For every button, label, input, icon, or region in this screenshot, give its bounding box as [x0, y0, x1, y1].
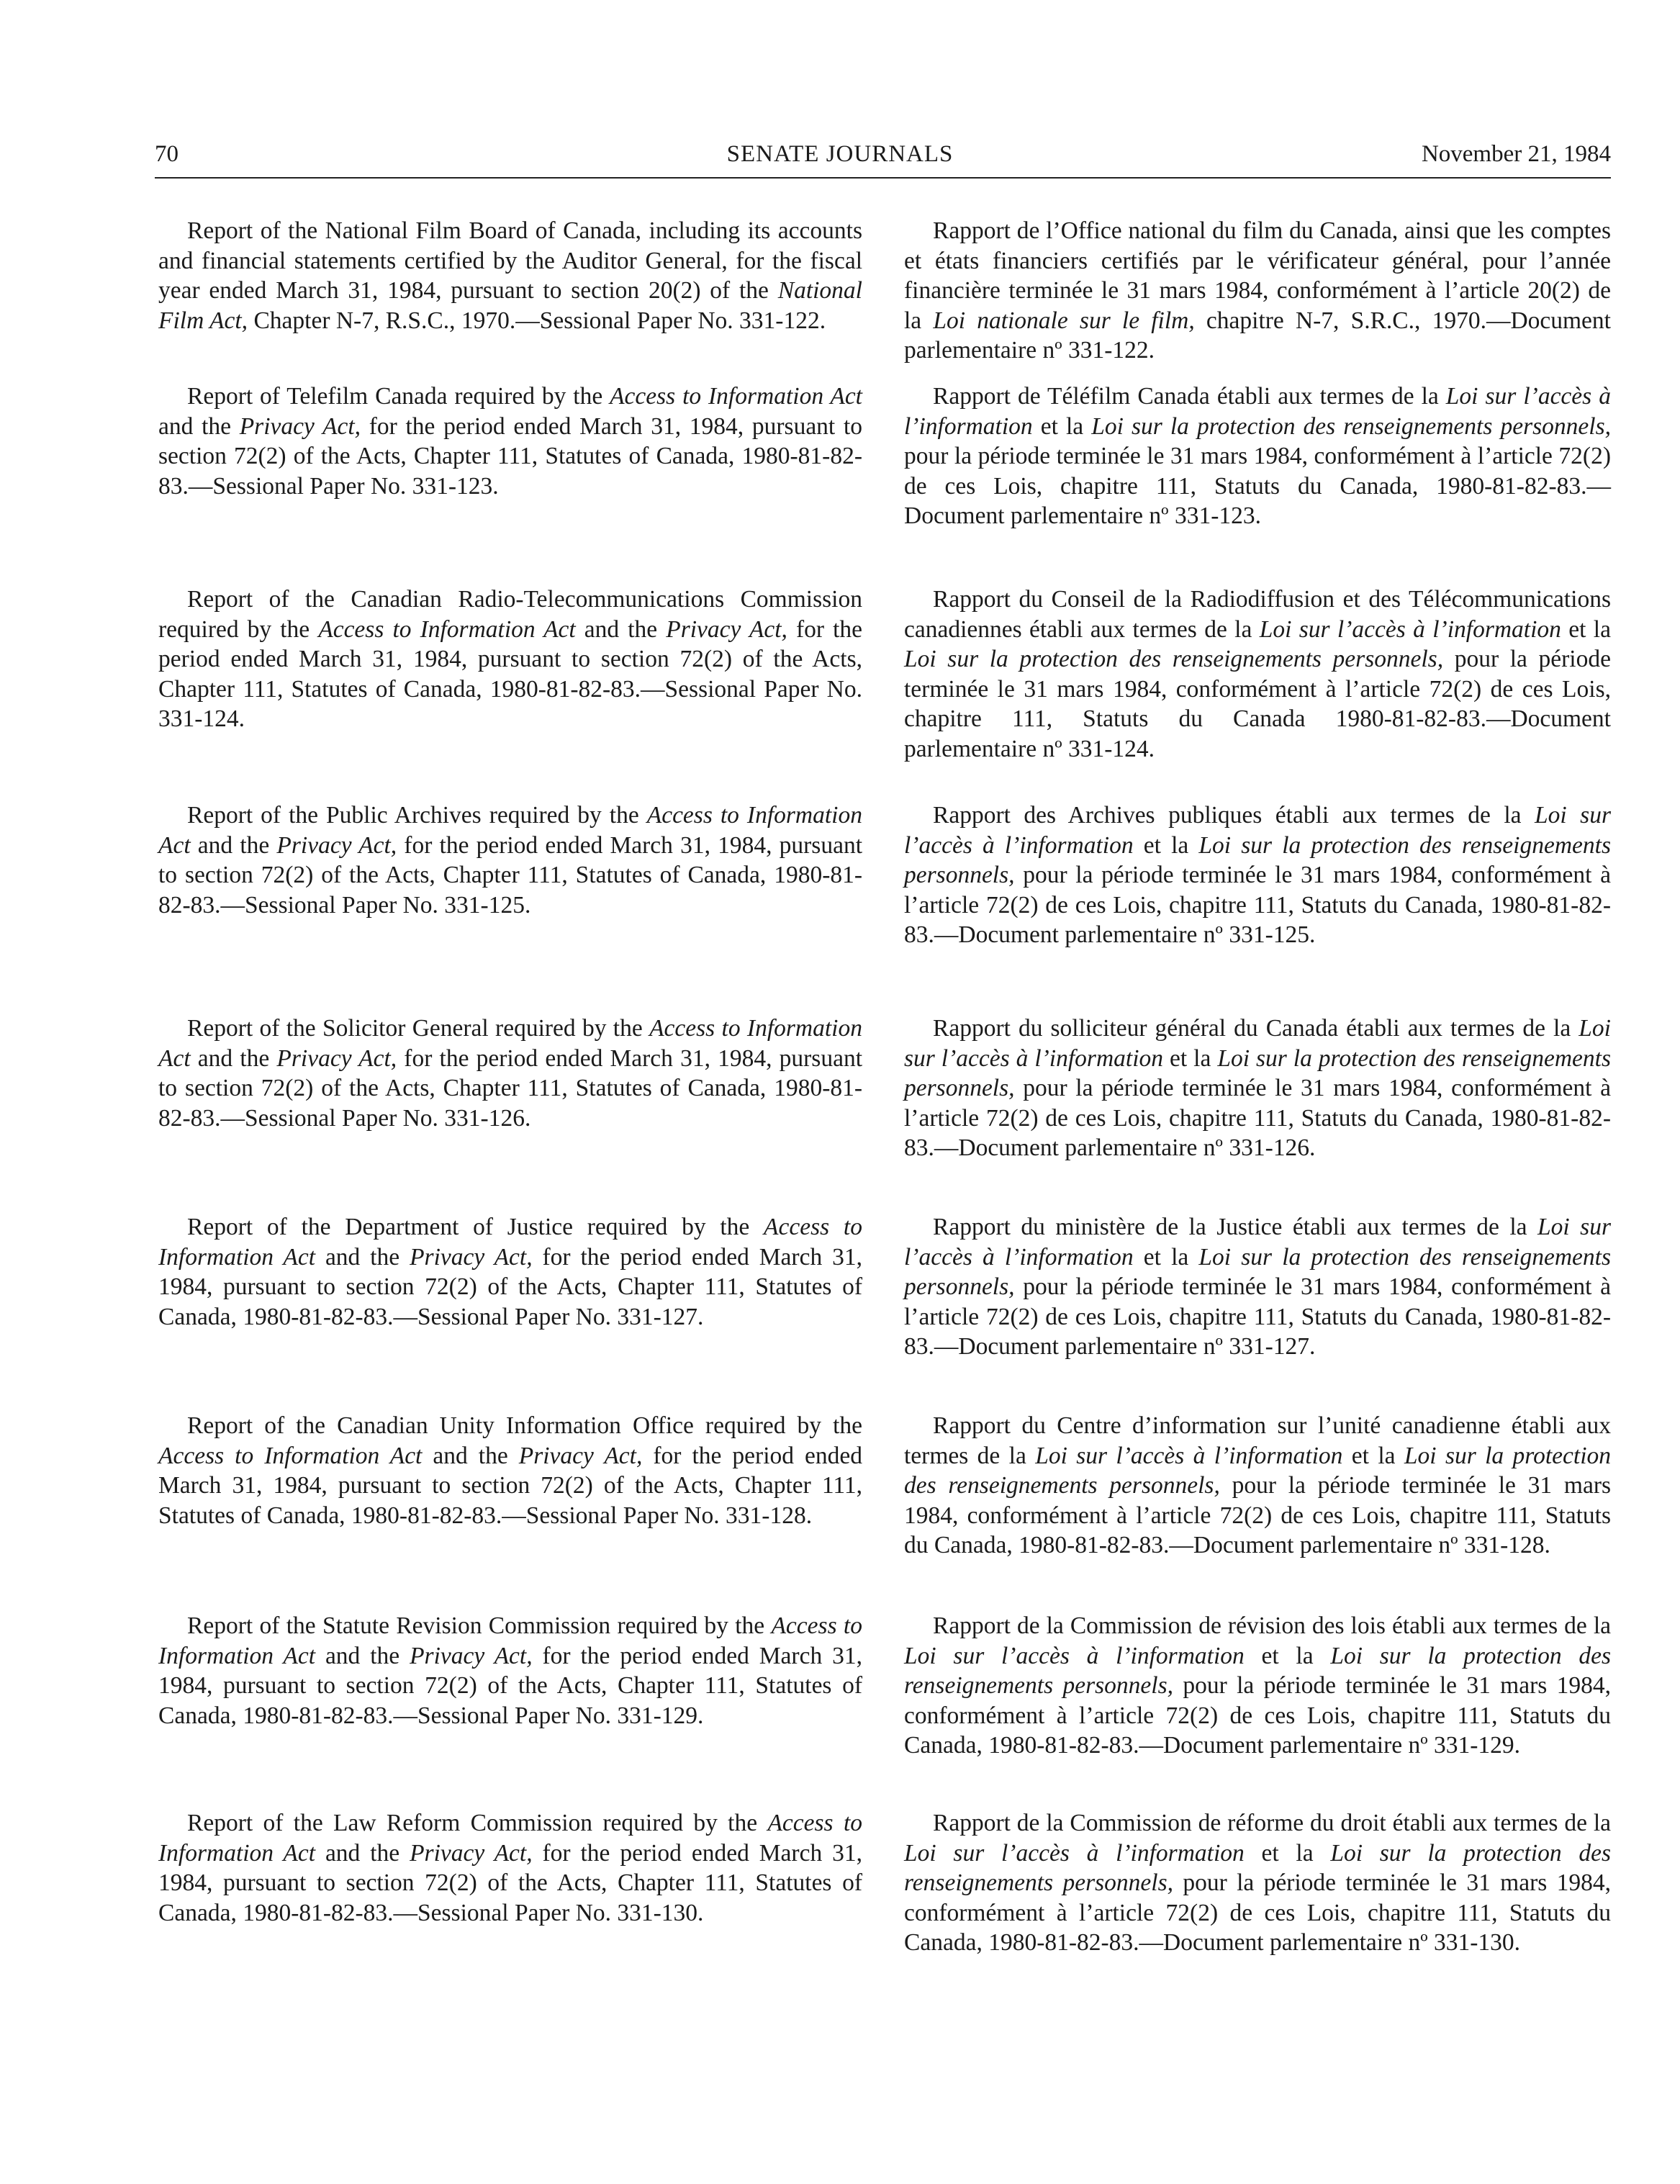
text-run: and the: [190, 1044, 277, 1072]
report-paragraph-en: [158, 1611, 862, 1730]
report-paragraph-en: [158, 1411, 862, 1530]
act-title: Loi sur la protection des renseignements personnels,: [904, 1243, 1611, 1300]
text-run: pour la période terminée le 31 mars 1984, conformément à l’article 72(2) de ces Lois, chapitre 111, Statuts du Canada, 1980-81-82-83.—Document parlementaire nº 331-128.: [904, 1472, 1612, 1558]
text-run: Report of the Department of Justice required by the: [187, 1214, 764, 1240]
text-run: et la: [1561, 615, 1611, 643]
report-paragraph-fr: [904, 216, 1611, 366]
act-title: Loi sur la protection des renseignements personnels,: [904, 831, 1611, 888]
text-run: pour la période terminée le 31 mars 1984, conformément à l’article 72(2) de ces Lois, chapitre 111, Statuts du Canada, 1980-81-82-83.—Document parlementaire nº 331-123.: [904, 443, 1611, 529]
act-title: Loi sur l’accès à l’information: [1259, 615, 1561, 643]
act-title: Privacy Act,: [666, 615, 787, 643]
act-title: Loi sur l’accès à l’information: [904, 1214, 1611, 1271]
report-paragraph-en: [158, 382, 862, 501]
report-paragraph-en: [158, 800, 862, 920]
text-run: Rapport de Téléfilm Canada établi aux termes de la: [933, 383, 1446, 410]
act-title: Privacy Act,: [276, 831, 397, 859]
text-run: et la: [1244, 1642, 1331, 1669]
act-title: Access to Information Act: [158, 1612, 862, 1669]
text-run: et la: [1342, 1442, 1404, 1469]
act-title: Access to Information Act: [158, 1810, 863, 1867]
text-run: for the period ended March 31, 1984, pursuant to section 72(2) of the Acts, Chapter 111, Statutes of Canada, 1980-81-82-83.—Sessional Paper No. 331-125.: [158, 831, 862, 919]
text-run: Report of the Statute Revision Commission required by the: [187, 1612, 772, 1639]
text-run: Rapport de l’Office national du film du Canada, ainsi que les comptes et états financiers certifiés par le vérificateur général, pour l’année financière terminée le 31 mars 1984, conformément à l’article 20(2) de la: [904, 217, 1611, 334]
act-title: Privacy Act,: [410, 1839, 533, 1867]
act-title: Privacy Act,: [410, 1243, 533, 1271]
act-title: Loi sur la protection des renseignements personnels,: [904, 646, 1444, 672]
act-title: Loi sur l’accès à l’information: [904, 1642, 1245, 1669]
text-run: Rapport de la Commission de révision des lois établi aux termes de la: [933, 1612, 1611, 1639]
act-title: Loi sur la protection des renseignements personnels,: [1091, 412, 1611, 440]
text-run: for the period ended March 31, 1984, pursuant to section 72(2) of the Acts, Chapter 111, Statutes of Canada, 1980-81-82-83.—Sessional Paper No. 331-124.: [158, 615, 862, 732]
text-run: for the period ended March 31, 1984, pursuant to section 72(2) of the Acts, Chapter 111, Statutes of Canada, 1980-81-82-83.—Sessional Paper No. 331-127.: [158, 1243, 862, 1330]
text-run: pour la période terminée le 31 mars 1984, conformément à l’article 72(2) de ces Lois, chapitre 111, Statuts du Canada, 1980-81-82-83.—Document parlementaire nº 331-125.: [904, 862, 1611, 948]
act-title: Loi sur la protection des renseignements personnels,: [904, 1839, 1611, 1896]
act-title: Loi nationale sur le film,: [933, 307, 1195, 334]
page-number: 70: [155, 141, 179, 167]
act-title: Loi sur l’accès à l’information: [904, 1015, 1611, 1072]
text-run: for the period ended March 31, 1984, pursuant to section 72(2) of the Acts, Chapter 111, Statutes of Canada, 1980-81-82-83.—Sessional Paper No. 331-128.: [158, 1442, 863, 1529]
text-run: et la: [1032, 412, 1092, 440]
text-run: pour la période terminée le 31 mars 1984, conformément à l’article 72(2) de ces Lois, chapitre 111, Statuts du Canada, 1980-81-82-83.—Document parlementaire nº 331-129.: [904, 1672, 1612, 1759]
report-paragraph-en: [158, 585, 862, 734]
act-title: National Film Act,: [158, 277, 862, 334]
report-paragraph-en: [158, 1808, 862, 1928]
text-run: and the: [315, 1243, 410, 1271]
report-paragraph-fr: [904, 1014, 1611, 1163]
report-paragraph-en: [158, 1014, 862, 1133]
text-run: Report of the Law Reform Commission required by the: [187, 1810, 768, 1836]
act-title: Access to Information Act: [158, 802, 862, 859]
text-run: for the period ended March 31, 1984, pursuant to section 72(2) of the Acts, Chapter 111, Statutes of Canada, 1980-81-82-83.—Sessional Paper No. 331-129.: [158, 1642, 862, 1729]
text-run: Report of the Canadian Unity Information Office required by the: [187, 1412, 862, 1439]
text-run: pour la période terminée le 31 mars 1984, conformément à l’article 72(2) de ces Lois, chapitre 111, Statuts du Canada 1980-81-82-83.—Document parlementaire nº 331-124.: [904, 646, 1611, 762]
report-paragraph-fr: [904, 800, 1611, 950]
text-run: for the period ended March 31, 1984, pursuant to section 72(2) of the Acts, Chapter 111, Statutes of Canada, 1980-81-82-83.—Sessional Paper No. 331-130.: [158, 1839, 862, 1926]
report-paragraph-fr: [904, 1212, 1611, 1362]
act-title: Privacy Act,: [518, 1442, 643, 1469]
header-rule: [155, 177, 1611, 179]
text-run: and the: [190, 831, 277, 859]
text-run: Report of the Canadian Radio-Telecommunications Commission required by the: [158, 586, 862, 643]
act-title: Loi sur l’accès à l’information: [904, 1839, 1245, 1867]
text-run: Report of the Public Archives required by the: [187, 802, 647, 829]
report-paragraph-fr: [904, 382, 1611, 531]
act-title: Access to Information Act: [610, 383, 862, 410]
text-run: and the: [422, 1442, 519, 1469]
text-run: Chapter N-7, R.S.C., 1970.—Sessional Paper No. 331-122.: [248, 307, 826, 334]
act-title: Privacy Act,: [276, 1044, 397, 1072]
report-paragraph-en: [158, 216, 862, 335]
text-run: for the period ended March 31, 1984, pursuant to section 72(2) of the Acts, Chapter 111, Statutes of Canada, 1980-81-82-83.—Sessional Paper No. 331-123.: [158, 412, 863, 500]
act-title: Loi sur l’accès à l’information: [1035, 1442, 1343, 1469]
text-run: Rapport du Centre d’information sur l’unité canadienne établi aux termes de la: [904, 1412, 1611, 1469]
text-run: et la: [1133, 831, 1199, 859]
text-run: chapitre N-7, S.R.C., 1970.—Document parlementaire nº 331-122.: [904, 307, 1611, 364]
act-title: Loi sur la protection des renseignements personnels,: [904, 1442, 1612, 1499]
text-run: et la: [1163, 1044, 1218, 1072]
act-title: Loi sur la protection des renseignements personnels,: [904, 1642, 1611, 1699]
text-run: Rapport du Conseil de la Radiodiffusion et des Télécommunications canadiennes établi aux termes de la: [904, 586, 1611, 643]
act-title: Privacy Act,: [239, 412, 361, 440]
text-run: Rapport du ministère de la Justice établi aux termes de la: [933, 1214, 1538, 1240]
text-run: and the: [315, 1839, 410, 1867]
act-title: Loi sur l’accès à l’information: [904, 802, 1611, 859]
text-run: Report of the Solicitor General required by the: [187, 1015, 650, 1042]
text-run: et la: [1133, 1243, 1199, 1271]
running-title: SENATE JOURNALS: [726, 141, 954, 167]
text-run: pour la période terminée le 31 mars 1984, conformément à l’article 72(2) de ces Lois, chapitre 111, Statuts du Canada, 1980-81-82-83.—Document parlementaire nº 331-130.: [904, 1869, 1612, 1956]
act-title: Loi sur l’accès à l’information: [904, 383, 1611, 440]
text-run: for the period ended March 31, 1984, pursuant to section 72(2) of the Acts, Chapter 111, Statutes of Canada, 1980-81-82-83.—Sessional Paper No. 331-126.: [158, 1044, 862, 1132]
text-run: and the: [575, 615, 667, 643]
header-date: November 21, 1984: [1421, 141, 1611, 167]
report-paragraph-fr: [904, 585, 1611, 764]
act-title: Privacy Act,: [410, 1642, 533, 1669]
text-run: Rapport de la Commission de réforme du droit établi aux termes de la: [933, 1810, 1611, 1836]
text-run: et la: [1244, 1839, 1331, 1867]
act-title: Loi sur la protection des renseignements personnels,: [904, 1044, 1611, 1101]
text-run: Rapport du solliciteur général du Canada établi aux termes de la: [933, 1015, 1579, 1042]
text-run: Rapport des Archives publiques établi aux termes de la: [933, 802, 1535, 829]
report-paragraph-fr: [904, 1611, 1611, 1761]
text-run: and the: [315, 1642, 410, 1669]
act-title: Access to Information Act: [158, 1442, 423, 1469]
text-run: Report of the National Film Board of Canada, including its accounts and financial statements certified by the Auditor General, for the fiscal year ended March 31, 1984, pursuant to section 20(2) of the: [158, 217, 862, 304]
text-run: pour la période terminée le 31 mars 1984, conformément à l’article 72(2) de ces Lois, chapitre 111, Statuts du Canada, 1980-81-82-83.—Document parlementaire nº 331-126.: [904, 1075, 1611, 1161]
act-title: Access to Information Act: [158, 1015, 862, 1072]
text-run: Report of Telefilm Canada required by the: [187, 383, 610, 410]
report-paragraph-en: [158, 1212, 862, 1332]
text-run: pour la période terminée le 31 mars 1984, conformément à l’article 72(2) de ces Lois, chapitre 111, Statuts du Canada, 1980-81-82-83.—Document parlementaire nº 331-127.: [904, 1273, 1611, 1360]
act-title: Access to Information Act: [158, 1214, 862, 1271]
report-paragraph-fr: [904, 1411, 1611, 1561]
text-run: and the: [158, 412, 240, 440]
act-title: Access to Information Act: [318, 615, 576, 643]
report-paragraph-fr: [904, 1808, 1611, 1958]
